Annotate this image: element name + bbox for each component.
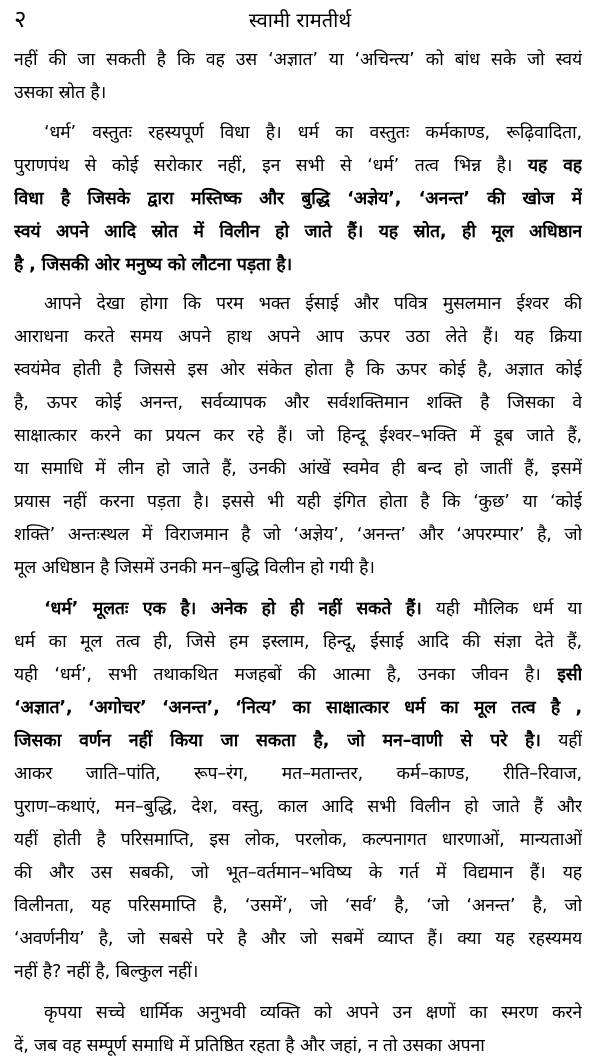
text-run: स्वयंमेव होती है जिससे इस ओर संकेत होता है कि ऊपर कोई है, अज्ञात कोई [14,360,582,380]
running-head: स्वामी रामतीर्थ [248,8,352,32]
text-run: पुराण–कथाएं, मन–बुद्धि, देश, वस्तु, काल आदि सभी विलीन हो जाते हैं और [14,797,582,817]
text-run: शक्ति’ अन्तःस्थल में विराजमान है जो ‘अज्ञेय’, ‘अनन्त’ और ‘अपरम्पार’ है, जो [14,525,582,545]
text-line [14,824,582,857]
bold-text-run: विधा है जिसके द्वारा मस्तिष्क और बुद्धि ‘अज्ञेय’, ‘अनन्त’ की खोज में [14,189,582,209]
text-run: आराधना करते समय अपने हाथ अपने आप ऊपर उठा लेते हैं। यह क्रिया [14,327,582,347]
text-run: नहीं है? नहीं है, बिल्कुल नहीं। [14,962,199,982]
text-line [14,216,582,249]
text-line [14,249,582,282]
text-run: की और उस सबकी, जो भूत–वर्तमान–भविष्य के गर्त में विद्यमान हैं। यह [14,863,582,883]
paragraph [14,44,582,110]
text-run: विलीनता, यह परिसमाप्ति है, ‘उसमें’, जो ‘सर्व’ है, ‘जो ‘अनन्त’ है, जो [14,896,582,916]
paragraph [14,997,582,1063]
text-line [14,387,582,420]
bold-text-run: है , जिसकी ओर मनुष्य को लौटना पड़ता है। [14,255,293,275]
text-line [14,1030,582,1063]
text-run: पुराणपंथ से कोई सरोकार नहीं, इन सभी से ‘धर्म’ तत्व भिन्न है। [14,156,528,176]
text-line [14,354,582,387]
text-run: है, ऊपर कोई अनन्त, सर्वव्यापक और सर्वशक्तिमान शक्ति है जिसका वे [14,393,582,413]
text-line [14,890,582,923]
text-line [14,519,582,552]
bold-text-run: ‘अज्ञात’, ‘अगोचर’ ‘अनन्त’, ‘नित्य’ का साक्षात्कार धर्म का मूल तत्व है , [14,698,582,718]
text-line [14,857,582,890]
text-line [14,923,582,956]
text-line [14,626,582,659]
text-run: उसका स्रोत है। [14,83,107,103]
text-line [14,593,582,626]
bold-text-run: स्वयं अपने आदि स्रोत में विलीन हो जाते हैं। यह स्रोत, ही मूल अधिष्ठान [14,222,582,242]
paragraph [14,117,582,282]
bold-text-run: जिसका वर्णन नहीं किया जा सकता है, जो मन–वाणी से परे है। [14,731,541,751]
text-run: यही मौलिक धर्म या [421,599,582,619]
text-run: धर्म का मूल तत्व ही, जिसे हम इस्लाम, हिन्दू, ईसाई आदि की संज्ञा देते हैं, [14,632,582,652]
text-line [14,956,582,989]
text-line [14,791,582,824]
bold-text-run: ‘धर्म’ मूलतः एक है। अनेक हो ही नहीं सकते हैं। [44,599,422,619]
text-run: आपने देखा होगा कि परम भक्त ईसाई और पवित्र मुसलमान ईश्वर की [44,294,582,314]
text-run: कृपया सच्चे धार्मिक अनुभवी व्यक्ति को अपने उन क्षणों का स्मरण करने [44,1003,582,1023]
text-run: दें, जब वह सम्पूर्ण समाधि में प्रतिष्ठित रहता है और जहां, न तो उसका अपना [14,1036,485,1056]
bold-text-run: इसी [557,665,582,685]
text-line [14,44,582,77]
paragraph [14,593,582,989]
text-run: या समाधि में लीन हो जाते हैं, उनकी आंखें स्वमेव ही बन्द हो जातीं हैं, इसमें [14,459,582,479]
text-run: मूल अधिष्ठान है जिसमें उनकी मन–बुद्धि विलीन हो गयी है। [14,558,375,578]
text-line [14,420,582,453]
text-run: यहीं होती है परिसमाप्ति, इस लोक, परलोक, कल्पनागत धारणाओं, मान्यताओं [14,830,582,850]
text-run: ‘धर्म’ वस्तुतः रहस्यपूर्ण विधा है। धर्म का वस्तुतः कर्मकाण्ड, रूढ़िवादिता, [44,123,582,143]
text-line [14,288,582,321]
text-line [14,117,582,150]
text-run: ‘अवर्णनीय’ है, जो सबसे परे है और जो सबमें व्याप्त हैं। क्या यह रहस्यमय [14,929,582,949]
page-header [0,0,600,40]
text-run: साक्षात्कार करने का प्रयत्न कर रहे हैं। जो हिन्दू ईश्वर–भक्ति में डूब जाते हैं, [14,426,582,446]
text-line [14,183,582,216]
bold-text-run: यह वह [527,156,582,176]
text-line [14,453,582,486]
text-line [14,758,582,791]
text-run: यहीं [540,731,582,751]
text-run: यही ‘धर्म’, सभी तथाकथित मजहबों की आत्मा है, उनका जीवन है। [14,665,558,685]
text-line [14,997,582,1030]
page-number: २ [14,5,27,33]
text-line [14,552,582,585]
text-line [14,486,582,519]
text-line [14,692,582,725]
text-line [14,725,582,758]
text-line [14,659,582,692]
text-run: नहीं की जा सकती है कि वह उस ‘अज्ञात’ या ‘अचिन्त्य’ को बांध सके जो स्वयं [14,50,582,70]
text-line [14,77,582,110]
text-run: आकर जाति–पांति, रूप–रंग, मत–मतान्तर, कर्म–काण्ड, रीति–रिवाज, [14,764,582,784]
text-line [14,150,582,183]
text-line [14,321,582,354]
body-text [14,44,582,1063]
text-run: प्रयास नहीं करना पड़ता है। इससे भी यही इंगित होता है कि ‘कुछ’ या ‘कोई [14,492,582,512]
paragraph [14,288,582,585]
